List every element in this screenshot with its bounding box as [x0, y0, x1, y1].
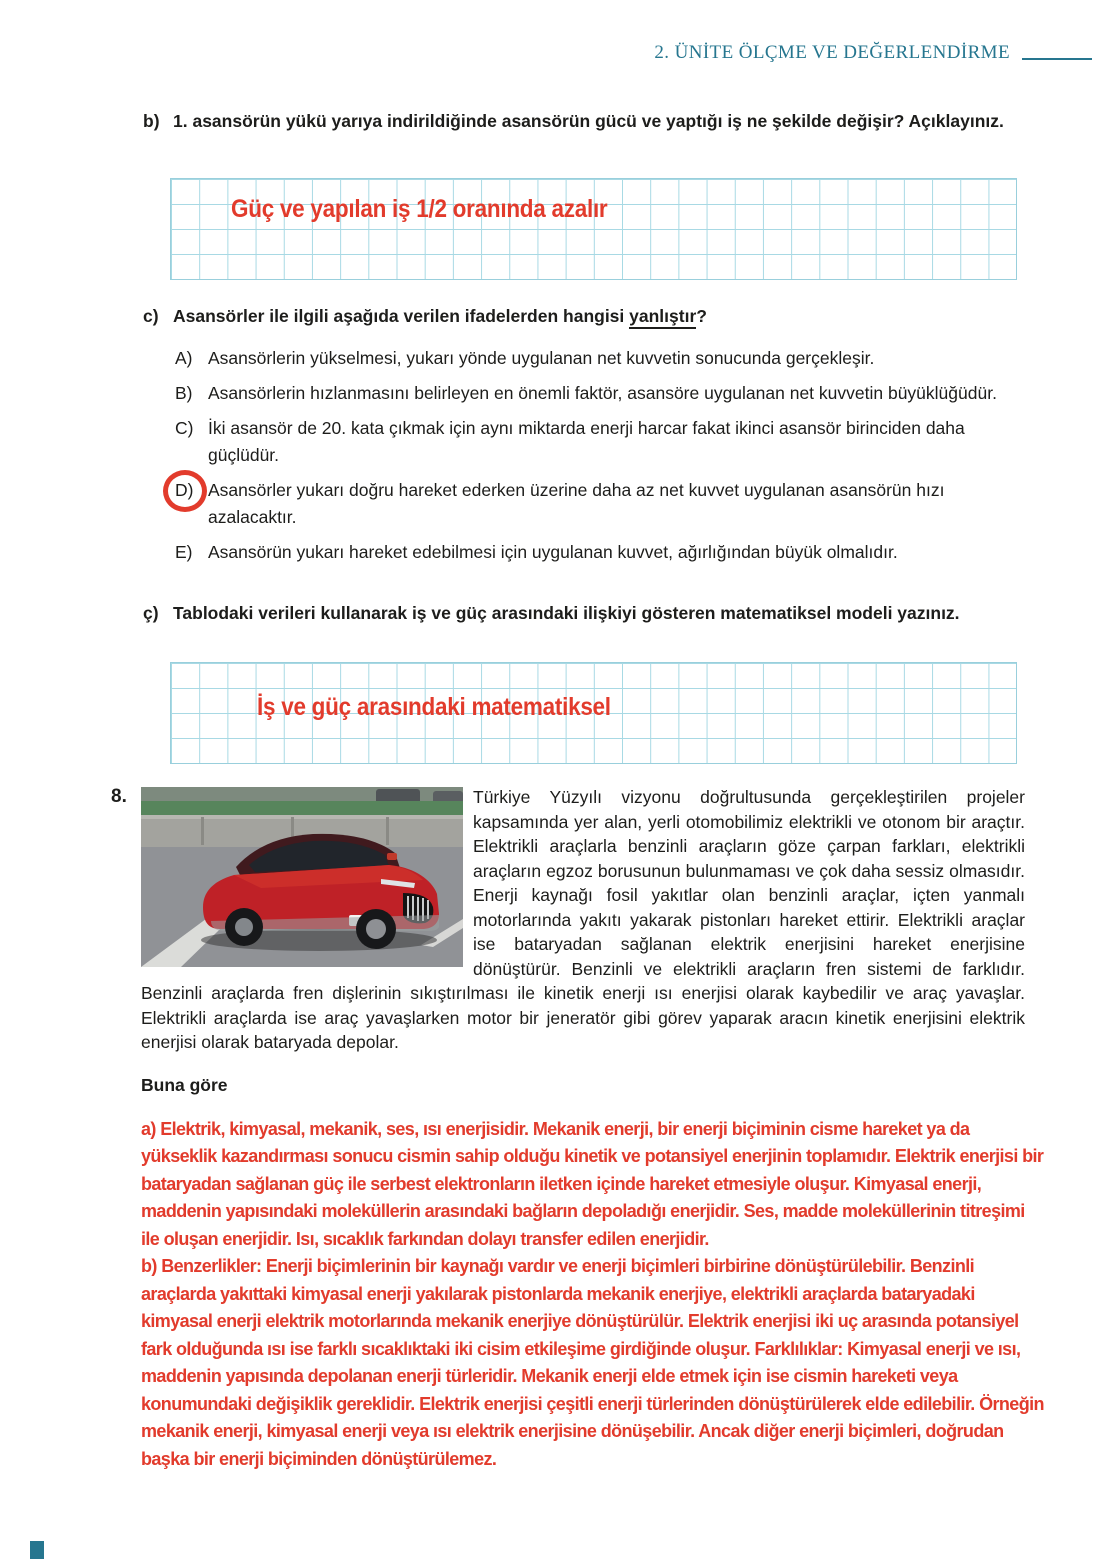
question-c-text-after: ?	[696, 306, 707, 326]
option-b[interactable]	[175, 380, 1023, 407]
car-photo	[141, 787, 463, 967]
answer-grid-b[interactable]	[170, 178, 1017, 280]
option-d-text: Asansörler yukarı doğru hareket ederken üzerine daha az net kuvvet uygulanan asansörün hızı azalacaktır.	[208, 480, 945, 527]
question-c-text-before: Asansörler ile ilgili aşağıda verilen ifadelerden hangisi	[173, 306, 630, 326]
option-d-letter: D)	[175, 477, 208, 531]
answer-8b: b) Benzerlikler: Enerji biçimlerinin bir kaynağı vardır ve enerji biçimleri birbirine dönüştürülebilir. Benzinli araçlarda yakıttaki kimyasal enerji yakılarak pistonlarda mekanik enerjiye, elektrikli araçlarda bataryadaki kimyasal enerji elektrik motorlarında mekanik enerjiye dönüştürülür. Elektrik enerjisi iki uç arasında potansiyel fark olduğunda ısı ise farklı sıcaklıktaki iki cisim etkileşime girdiğinde oluşur. Farklılıklar: Kimyasal enerji ve ısı, maddenin yapısında depolanan enerji türleridir. Mekanik enerji elde etmek için ise cismin hareketi veya konumundaki değişiklik gereklidir. Elektrik enerjisi çeşitli enerji türlerinden dönüştürülerek elde edilebilir. Örneğin mekanik enerji, kimyasal enerji veya ısı elektrik enerjisine dönüşebilir. Ancak diğer enerji biçimleri, doğrudan başka bir enerji biçiminden dönüştürülemez.	[141, 1256, 1044, 1469]
question-cc	[143, 600, 1023, 626]
page-footer-tab	[30, 1541, 44, 1559]
answer-grid-cc[interactable]	[170, 662, 1017, 764]
option-a-letter: A)	[175, 348, 193, 368]
handwritten-answer-b: Güç ve yapılan iş 1/2 oranında azalır	[231, 195, 608, 223]
header-rule	[1022, 58, 1092, 60]
handwritten-answers-8	[141, 1116, 1047, 1474]
question-c-text-underlined: yanlıştır	[629, 306, 696, 329]
question-b	[143, 108, 1023, 134]
question-8-paragraph-text: Türkiye Yüzyılı vizyonu doğrultusunda gerçekleştirilen projeler kapsamında yer alan, yerli otomobilimiz elektrikli ve otonom bir araçtır. Elektrikli araçlarla benzinli araçların göze çarpan farkları, elektrikli araçların egzoz borusunun bulunmaması ve çok daha sessiz olmasıdır. Enerji kaynağı fosil yakıtlar olan benzinli araçlar, içten yanmalı motorlarında yakıtı yakarak pistonları hareket ettirir. Elektrikli araçlar ise bataryadan sağlanan elektrik enerjisini hareket enerjisine dönüştürür. Benzinli ve elektrikli araçların fren sistemi de farklıdır. Benzinli araçlarda fren dişlerinin sıkıştırılması ile kinetik enerji ısı enerjisi olarak kaybedilir ve araç yavaşlar. Elektrikli araçlarda ise araç yavaşlarken motor bir jeneratör gibi görev yaparak aracın kinetik enerjisini elektrik enerjisi olarak bataryada depolar.	[141, 787, 1025, 1052]
option-a[interactable]	[175, 345, 1023, 372]
option-e-text: Asansörün yukarı hareket edebilmesi için uygulanan kuvvet, ağırlığından büyük olmalıdır.	[208, 542, 898, 562]
question-8-paragraph	[141, 785, 1047, 1055]
option-list	[175, 345, 1023, 566]
question-c-text	[173, 303, 707, 329]
question-b-label: b)	[143, 111, 160, 131]
answer-8a: a) Elektrik, kimyasal, mekanik, ses, ısı enerjisidir. Mekanik enerji, bir enerji biçiminin cisme hareket ya da yükseklik kazandırması sonucu cismin sahip olduğu kinetik ve potansiyel enerjinin toplamıdır. Elektrik enerjisi bir bataryadan sağlanan güç ile serbest elektronların iletken içinde hareket etmesiyle oluşur. Kimyasal enerji, maddenin yapısındaki moleküllerin arasındaki bağların depoladığı enerjidir. Ses, madde moleküllerinin titreşimi ile oluşan enerjidir. Isı, sıcaklık farkından dolayı transfer edilen enerjidir.	[141, 1118, 1044, 1249]
question-8	[141, 785, 1047, 1473]
question-b-text: 1. asansörün yükü yarıya indirildiğinde asansörün gücü ve yaptığı iş ne şekilde değişir? Açıklayınız.	[173, 111, 1004, 131]
option-c-letter: C)	[175, 418, 194, 438]
option-b-letter: B)	[175, 383, 193, 403]
option-c-text: İki asansör de 20. kata çıkmak için aynı miktarda enerji harcar fakat ikinci asansör birinciden daha güçlüdür.	[208, 418, 965, 465]
option-e-letter: E)	[175, 542, 193, 562]
green-fence	[141, 801, 463, 815]
question-cc-label: ç)	[143, 603, 159, 623]
unit-header-title: 2. ÜNİTE ÖLÇME VE DEĞERLENDİRME	[654, 42, 1010, 63]
question-c	[143, 303, 1023, 574]
option-a-text: Asansörlerin yükselmesi, yukarı yönde uygulanan net kuvvetin sonucunda gerçekleşir.	[208, 348, 875, 368]
option-e[interactable]	[175, 539, 1023, 566]
option-d[interactable]	[175, 477, 1023, 531]
question-cc-text: Tablodaki verileri kullanarak iş ve güç arasındaki ilişkiyi gösteren matematiksel modeli yazınız.	[173, 603, 960, 623]
question-8-number: 8.	[111, 786, 127, 807]
question-c-label: c)	[143, 306, 159, 326]
handwritten-answer-cc: İş ve güç arasındaki matematiksel	[257, 693, 611, 721]
answer-circle-mark	[163, 470, 207, 512]
option-c[interactable]	[175, 415, 1023, 469]
option-b-text: Asansörlerin hızlanmasını belirleyen en önemli faktör, asansöre uygulanan net kuvvetin büyüklüğüdür.	[208, 383, 997, 403]
buna-gore-heading: Buna göre	[141, 1074, 228, 1095]
